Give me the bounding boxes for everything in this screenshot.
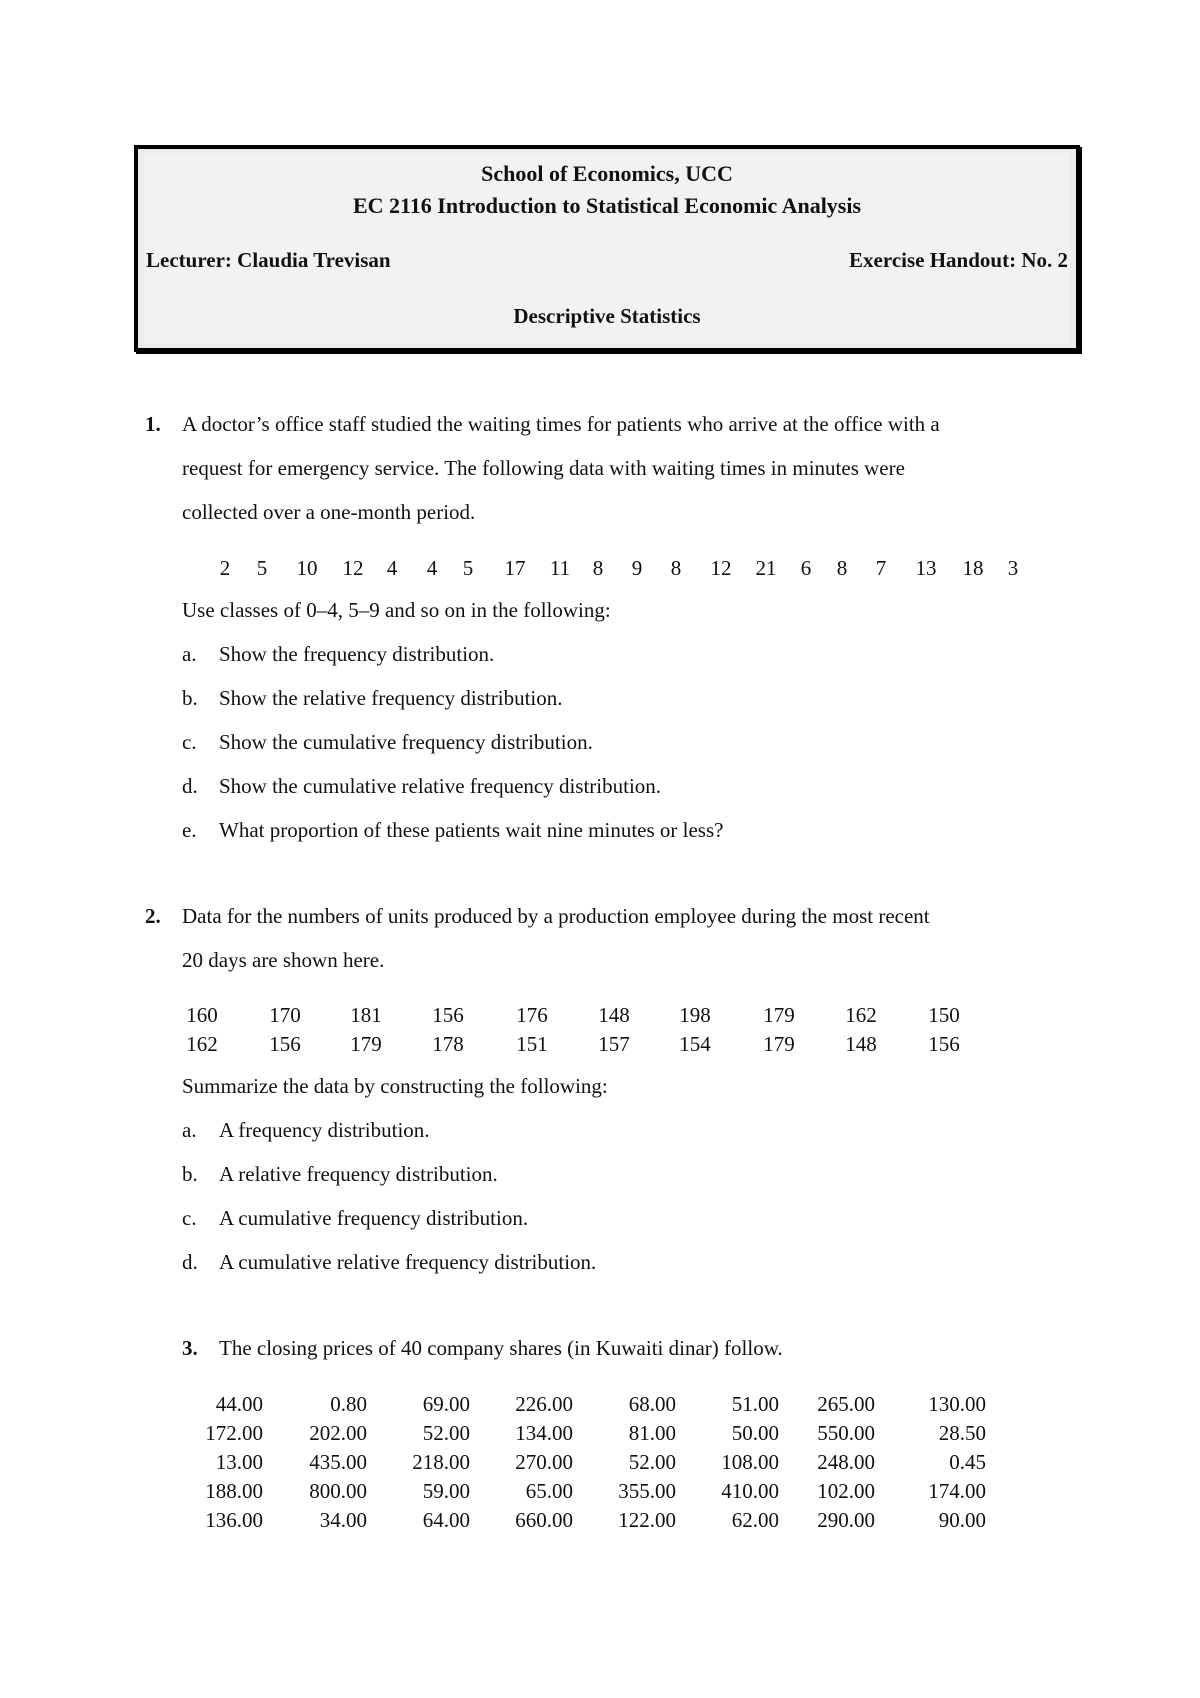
data-value: 226.00 (515, 1392, 573, 1416)
data-value: 248.00 (817, 1450, 875, 1474)
data-value: 178 (432, 1032, 464, 1056)
data-value: 11 (549, 556, 571, 580)
data-value: 202.00 (309, 1421, 367, 1445)
handout-topic: Descriptive Statistics (513, 304, 701, 328)
data-value: 69.00 (422, 1392, 470, 1416)
data-value: 154 (679, 1032, 711, 1056)
part-text: Show the relative frequency distribution. (219, 686, 563, 710)
data-value: 160 (186, 1003, 218, 1027)
question-instruction: Use classes of 0–4, 5–9 and so on in the following: (182, 598, 611, 622)
data-value: 130.00 (928, 1392, 986, 1416)
data-value: 198 (679, 1003, 711, 1027)
data-value: 10 (296, 556, 318, 580)
data-value: 170 (269, 1003, 301, 1027)
waiting-times-data (0, 556, 1200, 582)
data-value: 52.00 (628, 1450, 676, 1474)
data-value: 51.00 (731, 1392, 779, 1416)
share-prices-row (0, 1392, 1200, 1418)
data-value: 179 (763, 1003, 795, 1027)
handout-number: Exercise Handout: No. 2 (849, 248, 1068, 272)
data-value: 5 (256, 556, 268, 580)
course-header-inner (144, 153, 1070, 344)
data-value: 156 (928, 1032, 960, 1056)
data-value: 50.00 (731, 1421, 779, 1445)
data-value: 162 (845, 1003, 877, 1027)
part-letter: e. (182, 818, 197, 842)
data-value: 59.00 (422, 1479, 470, 1503)
part-letter: a. (182, 642, 197, 666)
data-value: 18 (962, 556, 984, 580)
data-value: 151 (516, 1032, 548, 1056)
question-number: 3. (182, 1336, 198, 1360)
data-value: 5 (462, 556, 474, 580)
data-value: 12 (710, 556, 732, 580)
data-value: 2 (219, 556, 231, 580)
course-title: EC 2116 Introduction to Statistical Economic Analysis (352, 193, 862, 218)
data-value: 156 (432, 1003, 464, 1027)
question-text-line: Data for the numbers of units produced by a production employee during the most recent (182, 904, 930, 928)
data-value: 270.00 (515, 1450, 573, 1474)
data-value: 8 (670, 556, 682, 580)
data-value: 150 (928, 1003, 960, 1027)
data-value: 162 (186, 1032, 218, 1056)
part-text: A frequency distribution. (219, 1118, 430, 1142)
data-value: 8 (836, 556, 848, 580)
data-value: 52.00 (422, 1421, 470, 1445)
question-text-line: A doctor’s office staff studied the waiting times for patients who arrive at the office with a (182, 412, 940, 436)
share-prices-row (0, 1479, 1200, 1505)
share-prices-row (0, 1421, 1200, 1447)
data-value: 218.00 (412, 1450, 470, 1474)
part-letter: b. (182, 1162, 198, 1186)
data-value: 90.00 (938, 1508, 986, 1532)
data-value: 188.00 (205, 1479, 263, 1503)
part-text: A relative frequency distribution. (219, 1162, 498, 1186)
data-value: 13 (915, 556, 937, 580)
data-value: 68.00 (628, 1392, 676, 1416)
data-value: 290.00 (817, 1508, 875, 1532)
data-value: 62.00 (731, 1508, 779, 1532)
data-value: 65.00 (525, 1479, 573, 1503)
units-data-row (0, 1032, 1200, 1058)
units-data-row (0, 1003, 1200, 1029)
data-value: 44.00 (215, 1392, 263, 1416)
data-value: 21 (755, 556, 777, 580)
data-value: 0.80 (330, 1392, 367, 1416)
data-value: 4 (386, 556, 398, 580)
part-letter: d. (182, 774, 198, 798)
data-value: 64.00 (422, 1508, 470, 1532)
data-value: 108.00 (721, 1450, 779, 1474)
data-value: 17 (504, 556, 526, 580)
data-value: 122.00 (618, 1508, 676, 1532)
data-value: 13.00 (215, 1450, 263, 1474)
data-value: 172.00 (205, 1421, 263, 1445)
part-text: A cumulative frequency distribution. (219, 1206, 529, 1230)
data-value: 102.00 (817, 1479, 875, 1503)
share-prices-row (0, 1508, 1200, 1534)
data-value: 435.00 (309, 1450, 367, 1474)
data-value: 4 (426, 556, 438, 580)
part-letter: d. (182, 1250, 198, 1274)
share-prices-row (0, 1450, 1200, 1476)
data-value: 148 (845, 1032, 877, 1056)
data-value: 8 (592, 556, 604, 580)
data-value: 148 (598, 1003, 630, 1027)
question-text-line: collected over a one-month period. (182, 500, 476, 524)
part-text: Show the cumulative relative frequency distribution. (219, 774, 662, 798)
part-letter: c. (182, 730, 197, 754)
data-value: 9 (631, 556, 643, 580)
part-text: Show the cumulative frequency distribution. (219, 730, 593, 754)
part-letter: a. (182, 1118, 197, 1142)
question-number: 1. (145, 412, 161, 436)
data-value: 12 (342, 556, 364, 580)
data-value: 179 (763, 1032, 795, 1056)
lecturer-name: Lecturer: Claudia Trevisan (146, 248, 391, 272)
course-header-box (134, 145, 1080, 352)
data-value: 134.00 (515, 1421, 573, 1445)
data-value: 550.00 (817, 1421, 875, 1445)
question-instruction: Summarize the data by constructing the following: (182, 1074, 608, 1098)
data-value: 34.00 (319, 1508, 367, 1532)
data-value: 3 (1007, 556, 1019, 580)
data-value: 355.00 (618, 1479, 676, 1503)
data-value: 0.45 (949, 1450, 986, 1474)
part-text: What proportion of these patients wait nine minutes or less? (219, 818, 724, 842)
data-value: 176 (516, 1003, 548, 1027)
data-value: 660.00 (515, 1508, 573, 1532)
school-name: School of Economics, UCC (481, 161, 733, 186)
part-letter: c. (182, 1206, 197, 1230)
data-value: 81.00 (628, 1421, 676, 1445)
data-value: 181 (350, 1003, 382, 1027)
data-value: 800.00 (309, 1479, 367, 1503)
part-letter: b. (182, 686, 198, 710)
data-value: 265.00 (817, 1392, 875, 1416)
question-text-line: The closing prices of 40 company shares (in Kuwaiti dinar) follow. (219, 1336, 783, 1360)
data-value: 157 (598, 1032, 630, 1056)
data-value: 410.00 (721, 1479, 779, 1503)
question-text-line: request for emergency service. The following data with waiting times in minutes were (182, 456, 905, 480)
data-value: 136.00 (205, 1508, 263, 1532)
data-value: 179 (350, 1032, 382, 1056)
data-value: 156 (269, 1032, 301, 1056)
question-number: 2. (145, 904, 161, 928)
question-text-line: 20 days are shown here. (182, 948, 385, 972)
data-value: 28.50 (938, 1421, 986, 1445)
part-text: A cumulative relative frequency distribution. (219, 1250, 597, 1274)
data-value: 174.00 (928, 1479, 986, 1503)
data-value: 6 (800, 556, 812, 580)
part-text: Show the frequency distribution. (219, 642, 495, 666)
data-value: 7 (875, 556, 887, 580)
